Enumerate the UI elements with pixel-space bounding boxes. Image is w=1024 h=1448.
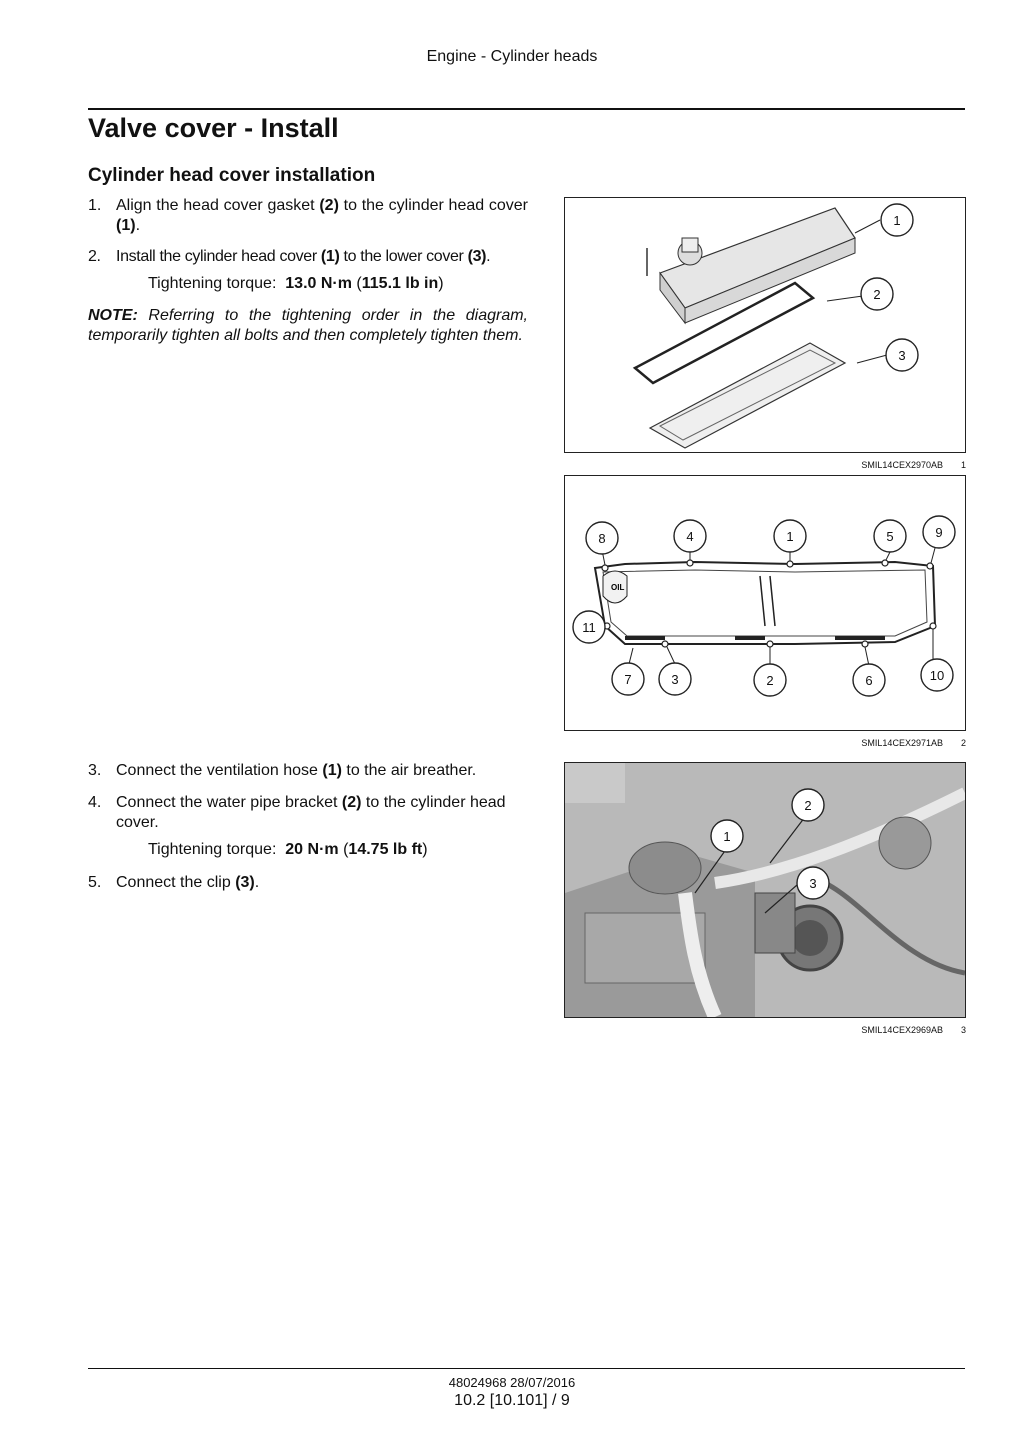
callout-4 bbox=[674, 520, 706, 552]
svg-text:8: 8 bbox=[598, 531, 606, 546]
svg-text:3: 3 bbox=[898, 348, 906, 363]
ref-callout: (3) bbox=[467, 248, 487, 265]
step-text: . bbox=[254, 874, 260, 891]
figure-2-tightening-order bbox=[564, 475, 966, 731]
oil-label: OIL bbox=[611, 583, 625, 592]
svg-text:2: 2 bbox=[766, 673, 774, 688]
step-text: Connect the water pipe bracket bbox=[116, 794, 342, 811]
figure-1-valve-cover-exploded bbox=[564, 197, 966, 453]
step-text: to the cylinder head cover. bbox=[116, 794, 506, 831]
step-number: 3. bbox=[88, 762, 102, 779]
callout-6 bbox=[853, 664, 885, 696]
svg-text:4: 4 bbox=[686, 529, 694, 544]
callout-1 bbox=[774, 520, 806, 552]
ref-callout: (1) bbox=[322, 762, 342, 779]
torque-imperial: 14.75 lb ft bbox=[348, 841, 423, 858]
step-5 bbox=[88, 873, 528, 893]
figure-code: SMIL14CEX2971AB bbox=[861, 738, 943, 748]
callout-8 bbox=[586, 522, 618, 554]
svg-text:3: 3 bbox=[671, 672, 679, 687]
step-number: 2. bbox=[88, 248, 101, 265]
svg-text:6: 6 bbox=[865, 673, 873, 688]
step-number: 1. bbox=[88, 197, 102, 214]
torque-metric: 20 N·m bbox=[285, 841, 339, 858]
tightening-torque-2: Tightening torque: 20 N·m (14.75 lb ft) bbox=[148, 841, 428, 858]
ref-callout: (1) bbox=[116, 217, 136, 234]
callout-2 bbox=[792, 789, 824, 821]
torque-metric: 13.0 N·m bbox=[285, 275, 352, 292]
svg-text:1: 1 bbox=[786, 529, 794, 544]
figure-number: 1 bbox=[960, 460, 966, 470]
callout-2 bbox=[861, 278, 893, 310]
figure-1-caption bbox=[564, 460, 966, 470]
callout-3 bbox=[659, 663, 691, 695]
step-text: . bbox=[486, 248, 491, 265]
ref-callout: (3) bbox=[235, 874, 255, 891]
torque-label: Tightening torque: bbox=[148, 275, 277, 292]
figure-number: 2 bbox=[960, 738, 966, 748]
callout-3 bbox=[886, 339, 918, 371]
step-1 bbox=[88, 196, 528, 236]
figure-2-caption bbox=[564, 738, 966, 748]
step-3 bbox=[88, 761, 528, 781]
step-number: 4. bbox=[88, 794, 102, 811]
ref-callout: (1) bbox=[320, 248, 340, 265]
step-text: to the lower cover bbox=[339, 248, 468, 265]
step-4 bbox=[88, 793, 528, 833]
torque-label: Tightening torque: bbox=[148, 841, 277, 858]
figure-number: 3 bbox=[960, 1025, 966, 1035]
section-title: Cylinder head cover installation bbox=[88, 165, 376, 186]
running-header: Engine - Cylinder heads bbox=[426, 48, 598, 65]
tightening-torque-1: Tightening torque: 13.0 N·m (115.1 lb in) bbox=[148, 275, 444, 292]
svg-text:10: 10 bbox=[929, 668, 945, 683]
callout-3 bbox=[797, 867, 829, 899]
footer-rule bbox=[88, 1368, 965, 1369]
step-text: to the air breather. bbox=[341, 762, 477, 779]
step-text: Install the cylinder head cover bbox=[116, 248, 321, 265]
step-text: . bbox=[135, 217, 141, 234]
step-text: Connect the clip bbox=[116, 874, 236, 891]
svg-text:2: 2 bbox=[873, 287, 881, 302]
figure-code: SMIL14CEX2969AB bbox=[861, 1025, 943, 1035]
step-text: Align the head cover gasket bbox=[116, 197, 320, 214]
step-text: to the cylinder head cover bbox=[338, 197, 529, 214]
svg-text:11: 11 bbox=[582, 620, 596, 635]
torque-imperial: 115.1 lb in bbox=[361, 275, 439, 292]
svg-text:2: 2 bbox=[804, 798, 812, 813]
callout-7 bbox=[612, 663, 644, 695]
header-rule bbox=[88, 108, 965, 110]
callout-2 bbox=[754, 664, 786, 696]
callout-5 bbox=[874, 520, 906, 552]
svg-text:5: 5 bbox=[886, 529, 894, 544]
callout-11 bbox=[573, 611, 605, 643]
ref-callout: (2) bbox=[341, 794, 362, 811]
figure-3-engine-photo bbox=[564, 762, 966, 1018]
step-2 bbox=[88, 247, 528, 267]
svg-text:1: 1 bbox=[723, 829, 731, 844]
step-text: Connect the ventilation hose bbox=[116, 762, 323, 779]
svg-text:9: 9 bbox=[935, 525, 943, 540]
footer-page-ref: 10.2 [10.101] / 9 bbox=[454, 1392, 570, 1409]
callout-1 bbox=[881, 204, 913, 236]
figure-3-caption bbox=[564, 1025, 966, 1035]
callout-10 bbox=[921, 659, 953, 691]
svg-text:3: 3 bbox=[809, 876, 817, 891]
page-title: Valve cover - Install bbox=[88, 113, 339, 143]
svg-text:1: 1 bbox=[893, 213, 901, 228]
callout-1 bbox=[711, 820, 743, 852]
ref-callout: (2) bbox=[319, 197, 339, 214]
note-text: Referring to the tightening order in the diagram, temporarily tighten all bolts and then completely tighten them. bbox=[88, 307, 528, 344]
note bbox=[88, 306, 528, 346]
note-label: NOTE: bbox=[88, 307, 138, 324]
step-number: 5. bbox=[88, 874, 102, 891]
footer-doc-code: 48024968 28/07/2016 bbox=[448, 1375, 576, 1390]
svg-text:7: 7 bbox=[624, 672, 632, 687]
figure-code: SMIL14CEX2970AB bbox=[861, 460, 943, 470]
callout-9 bbox=[923, 516, 955, 548]
